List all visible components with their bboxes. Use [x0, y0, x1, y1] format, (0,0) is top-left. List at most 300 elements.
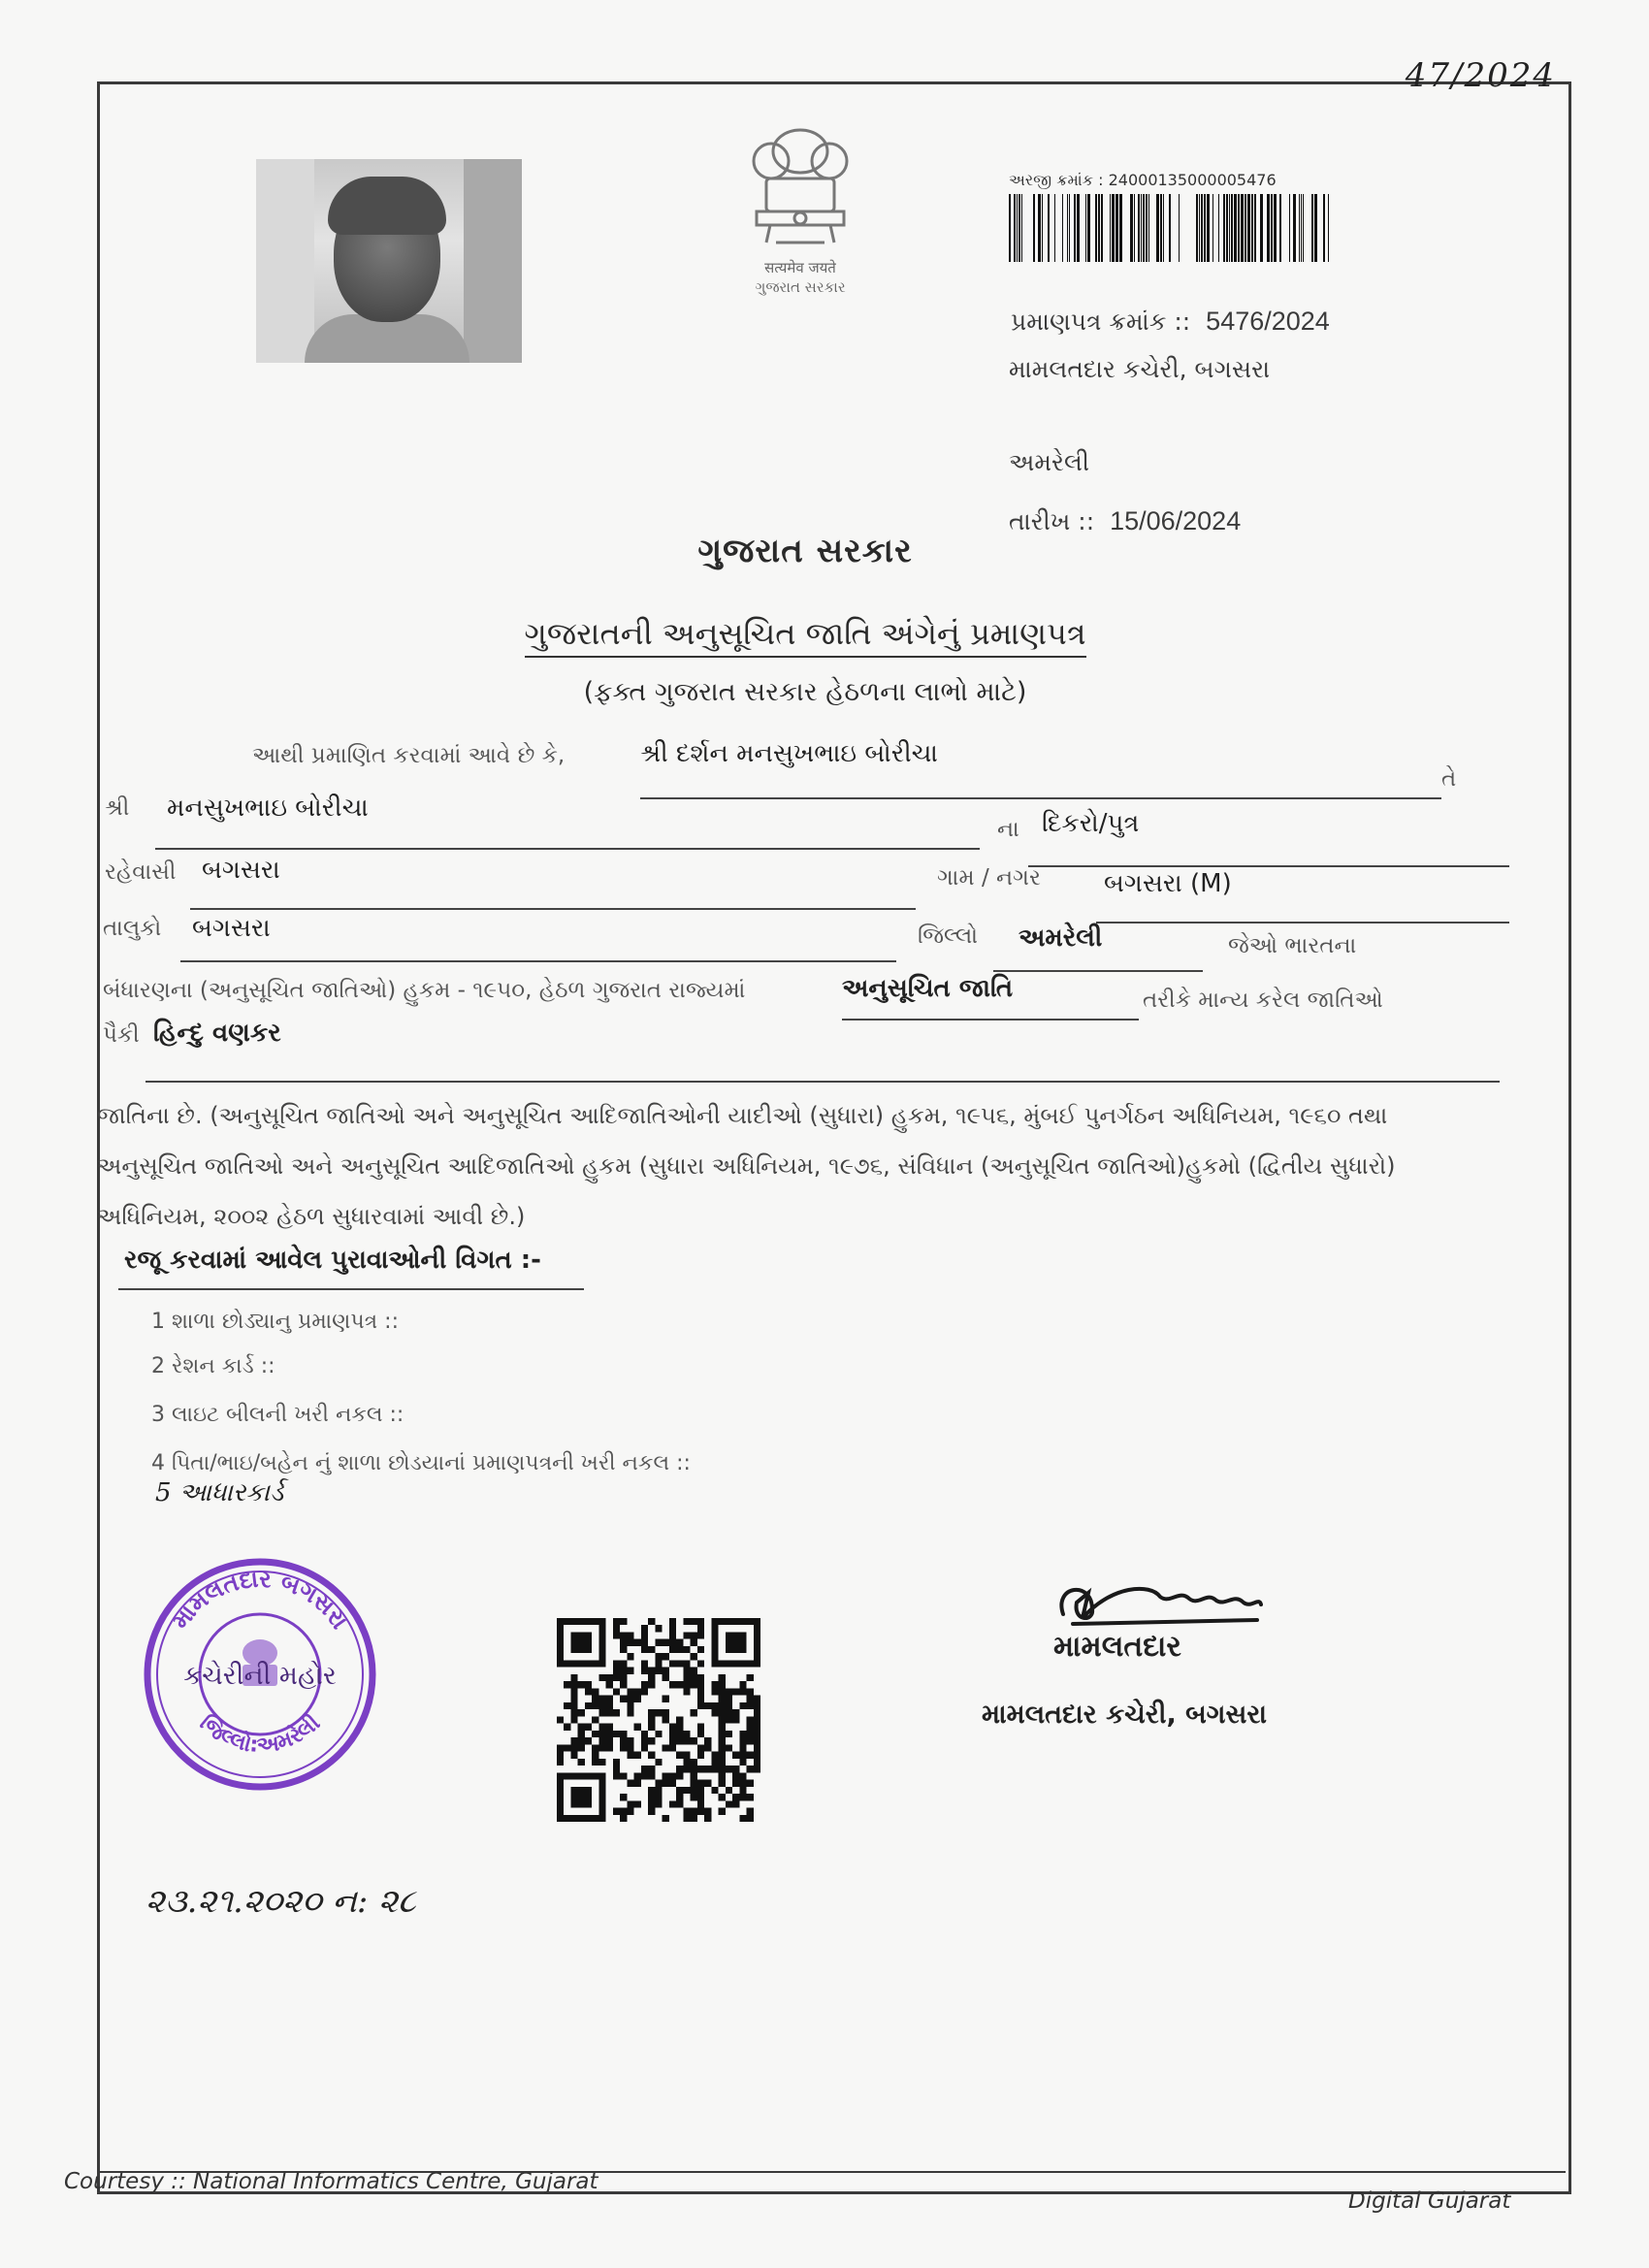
qr-module	[606, 1724, 613, 1731]
evidence-title: રજૂ કરવામાં આવેલ પુરાવાઓની વિગત :-	[124, 1246, 541, 1275]
barcode-bar	[1112, 194, 1115, 262]
qr-module	[570, 1716, 577, 1723]
barcode-bar	[1148, 194, 1149, 262]
qr-module	[719, 1759, 726, 1766]
qr-module	[598, 1625, 605, 1632]
qr-module	[683, 1737, 690, 1744]
qr-module	[634, 1752, 641, 1759]
issue-date-label: તારીખ ::	[1009, 507, 1095, 535]
barcode	[1009, 194, 1329, 262]
qr-module	[726, 1632, 732, 1638]
barcode-bar	[1138, 194, 1140, 262]
qr-module	[683, 1646, 690, 1653]
barcode-bar	[1238, 194, 1240, 262]
qr-module	[648, 1766, 655, 1772]
qr-module	[676, 1800, 683, 1807]
qr-module	[648, 1808, 655, 1815]
qr-module	[598, 1808, 605, 1815]
qr-module	[578, 1660, 585, 1667]
qr-module	[613, 1618, 620, 1625]
qr-module	[691, 1653, 697, 1660]
qr-module	[641, 1772, 648, 1779]
qr-module	[592, 1772, 598, 1779]
qr-module	[739, 1660, 746, 1667]
qr-module	[564, 1724, 570, 1731]
qr-module	[606, 1709, 613, 1716]
qr-module	[606, 1696, 613, 1702]
qr-module	[739, 1646, 746, 1653]
qr-module	[683, 1668, 690, 1674]
qr-module	[564, 1660, 570, 1667]
qr-module	[570, 1632, 577, 1638]
qr-module	[648, 1646, 655, 1653]
qr-module	[592, 1731, 598, 1737]
qr-module	[606, 1731, 613, 1737]
barcode-bar	[1241, 194, 1244, 262]
qr-module	[747, 1752, 754, 1759]
qr-module	[754, 1625, 760, 1632]
qr-module	[648, 1800, 655, 1807]
qr-module	[711, 1752, 718, 1759]
barcode-bar	[1245, 194, 1246, 262]
barcode-bar	[1143, 194, 1145, 262]
qr-module	[570, 1702, 577, 1709]
qr-module	[570, 1681, 577, 1688]
office-seal-icon	[142, 1556, 378, 1793]
qr-module	[683, 1759, 690, 1766]
qr-module	[719, 1681, 726, 1688]
qr-module	[627, 1709, 633, 1716]
qr-module	[719, 1709, 726, 1716]
barcode-bar	[1323, 194, 1325, 262]
barcode-bar	[1218, 194, 1219, 262]
qr-module	[669, 1625, 676, 1632]
qr-module	[691, 1709, 697, 1716]
qr-module	[719, 1716, 726, 1723]
qr-module	[613, 1808, 620, 1815]
na-text: ના	[997, 817, 1019, 842]
qr-module	[669, 1780, 676, 1787]
qr-module	[564, 1744, 570, 1751]
qr-module	[697, 1808, 704, 1815]
holder-name: શ્રી દર્શન મનસુખભાઇ બોરીચા	[640, 739, 938, 768]
barcode-bar	[1067, 194, 1068, 262]
barcode-bar	[1069, 194, 1070, 262]
qr-module	[719, 1702, 726, 1709]
qr-module	[754, 1702, 760, 1709]
qr-module	[557, 1780, 564, 1787]
qr-module	[676, 1646, 683, 1653]
qr-module	[732, 1794, 739, 1800]
barcode-bar	[1009, 194, 1011, 262]
barcode-bar	[1234, 194, 1237, 262]
barcode-bar	[1247, 194, 1250, 262]
qr-module	[578, 1724, 585, 1731]
qr-module	[627, 1744, 633, 1751]
qr-module	[598, 1709, 605, 1716]
qr-module	[711, 1625, 718, 1632]
barcode-bar	[1293, 194, 1296, 262]
qr-module	[754, 1618, 760, 1625]
qr-module	[732, 1752, 739, 1759]
qr-module	[739, 1794, 746, 1800]
category-line	[842, 1019, 1139, 1021]
qr-module	[655, 1709, 662, 1716]
qr-module	[598, 1744, 605, 1751]
application-label: અરજી ક્રમાંક :	[1009, 171, 1104, 189]
qr-module	[641, 1731, 648, 1737]
qr-module	[641, 1639, 648, 1646]
qr-module	[697, 1696, 704, 1702]
barcode-bar	[1141, 194, 1142, 262]
qr-module	[683, 1752, 690, 1759]
qr-module	[557, 1646, 564, 1653]
qr-module	[663, 1674, 669, 1681]
qr-module	[578, 1787, 585, 1794]
caste-value: હિન્દુ વણકર	[153, 1019, 281, 1048]
qr-module	[613, 1709, 620, 1716]
qr-module	[691, 1787, 697, 1794]
qr-module	[627, 1639, 633, 1646]
qr-module	[634, 1724, 641, 1731]
qr-module	[648, 1772, 655, 1779]
qr-module	[747, 1688, 754, 1695]
issuing-office-top: મામલતદાર કચેરી, બગસરા	[1009, 355, 1271, 383]
qr-module	[648, 1618, 655, 1625]
emblem-motto: सत्यमेव जयते	[764, 259, 836, 276]
te-text: તે	[1441, 766, 1457, 792]
qr-module	[578, 1815, 585, 1822]
evidence-item-2: 2 રેશન કાર્ડ ::	[151, 1354, 275, 1378]
qr-module	[711, 1653, 718, 1660]
relation: દિકરો/પુત્ર	[1042, 809, 1140, 838]
qr-module	[613, 1731, 620, 1737]
shri-label: શ્રી	[105, 795, 130, 821]
qr-module	[613, 1772, 620, 1779]
certificate-number-label: પ્રમાણપત્ર ક્રમાંક ::	[1011, 308, 1191, 336]
qr-module	[598, 1674, 605, 1681]
qr-module	[747, 1674, 754, 1681]
qr-module	[648, 1724, 655, 1731]
qr-module	[754, 1744, 760, 1751]
qr-module	[697, 1625, 704, 1632]
qr-module	[711, 1681, 718, 1688]
qr-module	[697, 1800, 704, 1807]
qr-module	[578, 1618, 585, 1625]
barcode-bar	[1311, 194, 1313, 262]
qr-module	[739, 1681, 746, 1688]
qr-module	[669, 1618, 676, 1625]
barcode-bar	[1289, 194, 1290, 262]
qr-module	[676, 1716, 683, 1723]
qr-module	[634, 1800, 641, 1807]
emblem-label: ગુજરાત સરકાર	[755, 278, 846, 296]
qr-module	[641, 1681, 648, 1688]
qr-module	[754, 1646, 760, 1653]
qr-module	[598, 1653, 605, 1660]
qr-module	[691, 1794, 697, 1800]
qr-module	[683, 1681, 690, 1688]
qr-module	[578, 1632, 585, 1638]
qr-module	[747, 1696, 754, 1702]
barcode-bar	[1087, 194, 1090, 262]
qr-module	[754, 1766, 760, 1772]
qr-module	[711, 1618, 718, 1625]
qr-module	[557, 1772, 564, 1779]
qr-module	[683, 1674, 690, 1681]
qr-module	[598, 1759, 605, 1766]
qr-module	[592, 1702, 598, 1709]
qr-module	[691, 1766, 697, 1772]
qr-module	[676, 1787, 683, 1794]
qr-module	[620, 1639, 627, 1646]
qr-module	[641, 1660, 648, 1667]
qr-module	[697, 1724, 704, 1731]
qr-module	[627, 1800, 633, 1807]
qr-module	[613, 1660, 620, 1667]
qr-module	[557, 1625, 564, 1632]
qr-module	[719, 1660, 726, 1667]
district-top: અમરેલી	[1009, 448, 1090, 476]
barcode-bar	[1033, 194, 1035, 262]
qr-module	[669, 1646, 676, 1653]
qr-module	[739, 1737, 746, 1744]
qr-module	[732, 1772, 739, 1779]
qr-module	[669, 1800, 676, 1807]
qr-module	[711, 1702, 718, 1709]
qr-module	[691, 1674, 697, 1681]
qr-module	[683, 1688, 690, 1695]
qr-module	[592, 1716, 598, 1723]
caste-line	[146, 1081, 1500, 1083]
barcode-bar	[1042, 194, 1043, 262]
qr-module	[754, 1752, 760, 1759]
qr-module	[711, 1787, 718, 1794]
qr-module	[578, 1681, 585, 1688]
qr-module	[697, 1646, 704, 1653]
qr-module	[641, 1766, 648, 1772]
qr-module	[606, 1681, 613, 1688]
footer-brand: Digital Gujarat	[1348, 2188, 1511, 2214]
qr-module	[598, 1660, 605, 1667]
qr-module	[747, 1716, 754, 1723]
qr-module	[726, 1766, 732, 1772]
qr-module	[627, 1752, 633, 1759]
barcode-bar	[1314, 194, 1317, 262]
qr-module	[732, 1688, 739, 1695]
qr-module	[655, 1731, 662, 1737]
qr-module	[669, 1681, 676, 1688]
qr-module	[655, 1794, 662, 1800]
qr-module	[557, 1716, 564, 1723]
qr-module	[754, 1724, 760, 1731]
qr-module	[747, 1737, 754, 1744]
qr-module	[726, 1618, 732, 1625]
qr-module	[676, 1752, 683, 1759]
qr-module	[732, 1639, 739, 1646]
qr-module	[570, 1688, 577, 1695]
qr-module	[578, 1800, 585, 1807]
qr-module	[634, 1688, 641, 1695]
qr-module	[676, 1772, 683, 1779]
qr-module	[676, 1794, 683, 1800]
qr-module	[697, 1660, 704, 1667]
qr-module	[697, 1787, 704, 1794]
qr-module	[570, 1815, 577, 1822]
qr-module	[592, 1752, 598, 1759]
qr-module	[697, 1731, 704, 1737]
qr-module	[598, 1800, 605, 1807]
qr-module	[676, 1639, 683, 1646]
barcode-bar	[1199, 194, 1200, 262]
barcode-bar	[1021, 194, 1022, 262]
qr-module	[704, 1702, 711, 1709]
qr-code	[557, 1618, 760, 1822]
qr-module	[557, 1794, 564, 1800]
qr-module	[570, 1737, 577, 1744]
qr-module	[592, 1660, 598, 1667]
village-label: ગામ / નગર	[937, 865, 1041, 891]
holder-name-line	[640, 797, 1441, 799]
qr-module	[732, 1716, 739, 1723]
qr-module	[592, 1688, 598, 1695]
barcode-bar	[1201, 194, 1203, 262]
qr-module	[648, 1668, 655, 1674]
qr-module	[570, 1660, 577, 1667]
village-line	[1096, 922, 1509, 923]
government-title: ગુજરાત સરકાર	[697, 532, 913, 570]
handwritten-reference: ૨૩.૨૧.૨૦૨૦ ન: ૨૮	[146, 1882, 416, 1921]
barcode-bar	[1074, 194, 1076, 262]
certificate-number	[1011, 307, 1330, 337]
qr-module	[719, 1744, 726, 1751]
barcode-bar	[1204, 194, 1206, 262]
qr-module	[754, 1660, 760, 1667]
qr-module	[648, 1752, 655, 1759]
qr-module	[739, 1744, 746, 1751]
qr-module	[627, 1668, 633, 1674]
qr-module	[683, 1787, 690, 1794]
among-label: પૈકી	[103, 1022, 140, 1048]
qr-module	[557, 1815, 564, 1822]
qr-module	[739, 1759, 746, 1766]
qr-module	[592, 1815, 598, 1822]
qr-module	[578, 1744, 585, 1751]
qr-module	[747, 1794, 754, 1800]
qr-module	[570, 1696, 577, 1702]
qr-module	[627, 1737, 633, 1744]
issue-date-value: 15/06/2024	[1110, 506, 1242, 535]
qr-module	[564, 1618, 570, 1625]
qr-module	[613, 1759, 620, 1766]
qr-module	[598, 1632, 605, 1638]
svg-text:કચેરીની મહોર: કચેરીની મહોર	[183, 1661, 337, 1691]
qr-module	[691, 1737, 697, 1744]
qr-module	[648, 1674, 655, 1681]
qr-module	[648, 1794, 655, 1800]
qr-module	[598, 1737, 605, 1744]
svg-text:જિલ્લો:અમરેલી: જિલ્લો:અમરેલી	[194, 1710, 326, 1759]
qr-module	[641, 1688, 648, 1695]
qr-module	[719, 1794, 726, 1800]
qr-module	[754, 1716, 760, 1723]
qr-module	[663, 1744, 669, 1751]
qr-module	[711, 1660, 718, 1667]
certificate-subtitle: (ફક્ત ગુજરાત સરકાર હેઠળના લાભો માટે)	[583, 677, 1027, 707]
evidence-item-3: 3 લાઇટ બીલની ખરી નકલ ::	[151, 1403, 404, 1427]
qr-module	[598, 1702, 605, 1709]
resident-label: રહેવાસી	[105, 859, 177, 885]
qr-module	[726, 1744, 732, 1751]
qr-module	[585, 1702, 592, 1709]
qr-module	[655, 1653, 662, 1660]
qr-module	[598, 1787, 605, 1794]
taluka-label: તાલુકો	[103, 916, 162, 941]
qr-module	[648, 1787, 655, 1794]
qr-module	[726, 1709, 732, 1716]
qr-module	[683, 1808, 690, 1815]
qr-module	[697, 1766, 704, 1772]
qr-module	[691, 1759, 697, 1766]
qr-module	[641, 1632, 648, 1638]
qr-module	[663, 1716, 669, 1723]
barcode-bar	[1301, 194, 1302, 262]
qr-module	[641, 1668, 648, 1674]
qr-module	[620, 1731, 627, 1737]
barcode-bar	[1229, 194, 1230, 262]
evidence-item-1: 1 શાળા છોડ્યાનુ પ્રમાણપત્ર ::	[151, 1310, 399, 1334]
qr-module	[697, 1752, 704, 1759]
qr-module	[697, 1794, 704, 1800]
qr-module	[739, 1772, 746, 1779]
barcode-bar	[1279, 194, 1281, 262]
qr-module	[663, 1772, 669, 1779]
qr-module	[620, 1744, 627, 1751]
district-line	[993, 970, 1203, 972]
qr-module	[676, 1724, 683, 1731]
qr-module	[578, 1731, 585, 1737]
application-value: 24000135000005476	[1108, 171, 1277, 189]
order-text: બંધારણના (અનુસૂચિત જાતિઓ) હુકમ - ૧૯૫૦, હેઠળ ગુજરાત રાજ્યમાં	[103, 978, 746, 1003]
qr-module	[570, 1639, 577, 1646]
qr-module	[711, 1766, 718, 1772]
qr-module	[691, 1780, 697, 1787]
barcode-bar	[1054, 194, 1055, 262]
qr-module	[711, 1639, 718, 1646]
evidence-item-4: 4 પિતા/ભાઇ/બહેન નું શાળા છોડયાનાં પ્રમાણપત્રની ખરી નકલ ::	[151, 1451, 691, 1475]
qr-module	[747, 1724, 754, 1731]
qr-module	[704, 1766, 711, 1772]
qr-module	[620, 1681, 627, 1688]
qr-module	[655, 1800, 662, 1807]
qr-module	[655, 1660, 662, 1667]
qr-module	[719, 1724, 726, 1731]
qr-module	[669, 1772, 676, 1779]
evidence-title-line	[118, 1288, 584, 1290]
qr-module	[620, 1772, 627, 1779]
qr-module	[634, 1780, 641, 1787]
barcode-bar	[1018, 194, 1020, 262]
qr-module	[592, 1759, 598, 1766]
barcode-bar	[1048, 194, 1050, 262]
qr-module	[557, 1744, 564, 1751]
qr-module	[557, 1759, 564, 1766]
certificate-number-value: 5476/2024	[1206, 307, 1330, 336]
qr-module	[732, 1646, 739, 1653]
qr-module	[726, 1688, 732, 1695]
father-name: મનસુખભાઇ બોરીચા	[167, 794, 369, 823]
barcode-bar	[1119, 194, 1122, 262]
